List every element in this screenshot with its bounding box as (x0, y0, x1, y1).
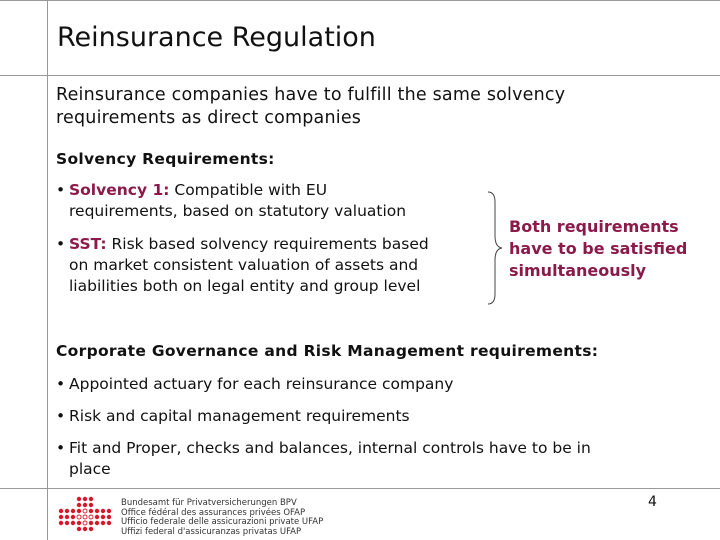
slide-title: Reinsurance Regulation (57, 22, 376, 53)
footer-line: Ufficio federale delle assicurazioni private UFAP (121, 517, 324, 527)
list-item-risk-capital (56, 406, 656, 427)
item-text: place (69, 460, 111, 478)
item-text: on market consistent valuation of assets and (69, 256, 419, 274)
footer-line: Uffizi federal d'assicuranzas privatas UFAP (121, 526, 302, 537)
footer-agency-names (121, 499, 323, 537)
intro-line: requirements as direct companies (56, 108, 362, 128)
bullet-icon: • (56, 439, 66, 457)
item-text: Risk and capital management requirements (69, 407, 410, 425)
item-text: Appointed actuary for each reinsurance company (69, 375, 454, 393)
footer-line: Office fédéral des assurances privées OFAP (121, 507, 306, 518)
title-rule (0, 75, 720, 76)
right-brace-icon (486, 190, 506, 306)
note-line: Both requirements (509, 217, 679, 236)
term-label: Solvency 1: (69, 181, 170, 199)
governance-heading: Corporate Governance and Risk Management requirements: (56, 342, 599, 360)
term-label: SST: (69, 235, 107, 253)
bullet-icon: • (56, 407, 66, 425)
footer-rule (0, 488, 720, 489)
bullet-icon: • (56, 375, 66, 393)
item-text: Compatible with EU (169, 181, 328, 199)
item-text: Fit and Proper, checks and balances, internal controls have to be in (69, 439, 591, 457)
note-line: simultaneously (509, 261, 647, 280)
item-text: requirements, based on statutory valuation (69, 202, 407, 220)
intro-line: Reinsurance companies have to fulfill the same solvency (56, 85, 566, 105)
item-text: liabilities both on legal entity and group level (69, 277, 421, 295)
intro-text (56, 84, 676, 130)
list-item-fit-proper (56, 438, 706, 480)
item-text: Risk based solvency requirements based (106, 235, 429, 253)
solvency-heading: Solvency Requirements: (56, 150, 275, 168)
bullet-icon: • (56, 235, 66, 253)
list-item-sst (56, 234, 496, 297)
vertical-rule (47, 0, 48, 540)
bullet-icon: • (56, 181, 66, 199)
top-rule (0, 0, 720, 1)
requirements-note (509, 216, 714, 282)
list-item-actuary (56, 374, 656, 395)
list-item-solvency-1 (56, 180, 486, 222)
note-line: have to be satisfied (509, 239, 688, 258)
footer-line: Bundesamt für Privatversicherungen BPV (121, 498, 297, 508)
swiss-cross-logo-icon (55, 495, 117, 535)
page-number: 4 (648, 494, 657, 510)
